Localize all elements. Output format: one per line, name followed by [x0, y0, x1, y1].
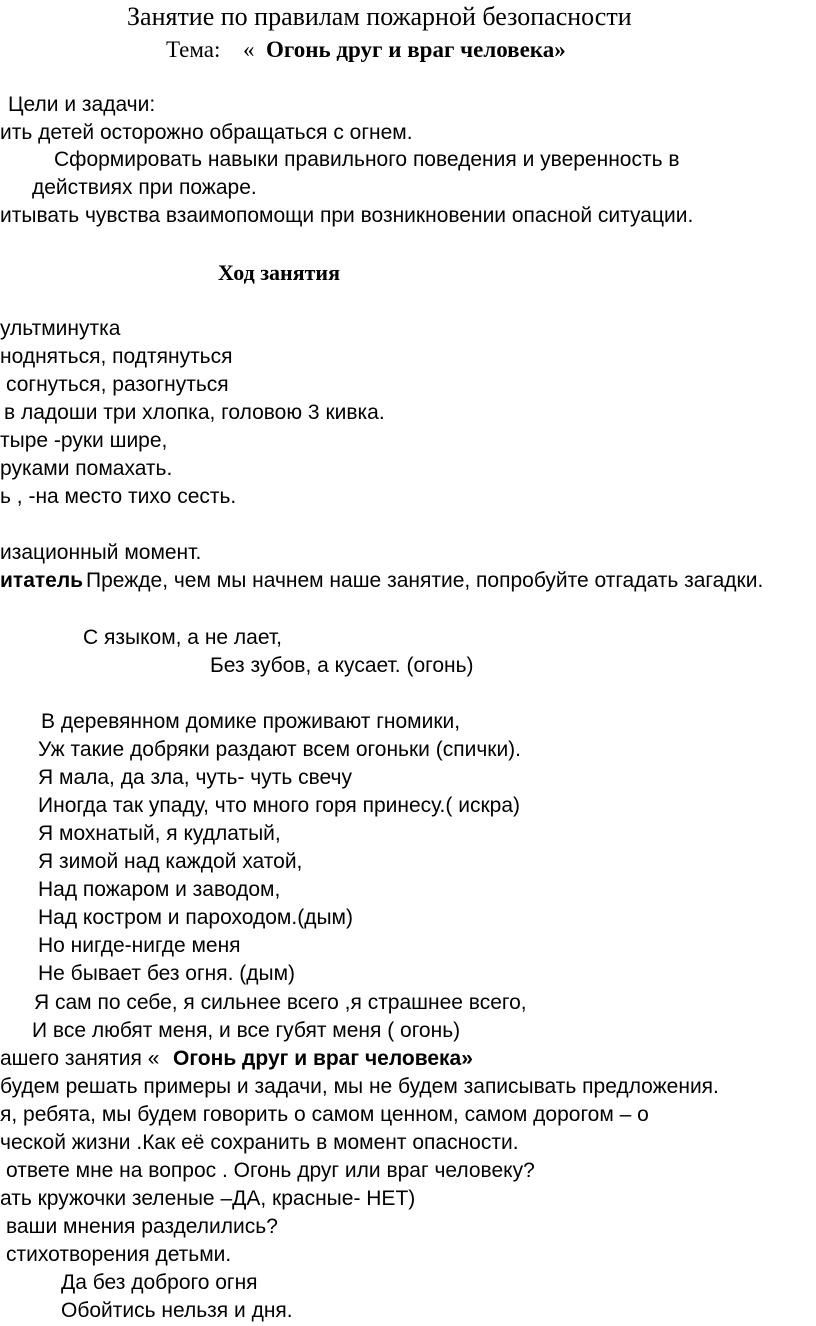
riddle-line: Я сам по себе, я сильнее всего ,я страшнее всего, — [34, 991, 527, 1014]
goal-item-2-line-2: действиях при пожаре. — [32, 176, 257, 199]
riddle-line: Я мала, да зла, чуть- чуть свечу — [38, 766, 352, 789]
riddle-line: Иногда так упаду, что много горя принесу.( искра) — [38, 794, 520, 817]
goals-heading: Цели и задачи: — [8, 93, 156, 116]
closing-line: ческой жизни .Как её сохранить в момент опасности. — [0, 1131, 519, 1154]
warmup-line: нодняться, подтянуться — [0, 345, 233, 368]
closing-line: стихотворения детьми. — [6, 1243, 232, 1266]
goal-item-2-line-1: Сформировать навыки правильного поведения и уверенность в — [54, 148, 680, 171]
poem-line: Да без доброго огня — [61, 1271, 258, 1294]
riddle-line: Над пожаром и заводом, — [38, 878, 281, 901]
topic-title: Огонь друг и враг человека» — [173, 1047, 473, 1070]
warmup-line: ь , -на место тихо сесть. — [0, 485, 237, 508]
riddle-line: Над костром и пароходом.(дым) — [38, 906, 353, 929]
riddle-line: Без зубов, а кусает. (огонь) — [210, 654, 474, 677]
closing-line: я, ребята, мы будем говорить о самом ценном, самом дорогом – о — [0, 1103, 649, 1126]
page-title: Занятие по правилам пожарной безопасности — [127, 2, 632, 31]
goal-item-3: итывать чувства взаимопомощи при возникновении опасной ситуации. — [0, 204, 694, 227]
theme-label: Тема: — [166, 37, 221, 62]
closing-line: ответе мне на вопрос . Огонь друг или враг человеку? — [6, 1159, 535, 1182]
riddle-line: Уж такие добряки раздают всем огоньки (спички). — [38, 738, 522, 761]
riddle-line: Не бывает без огня. (дым) — [38, 962, 296, 985]
goal-item-1: ить детей осторожно обращаться с огнем. — [0, 121, 413, 144]
riddle-line: В деревянном домике проживают гномики, — [41, 710, 461, 733]
teacher-label: итатель — [0, 569, 84, 592]
lesson-heading: Ход занятия — [218, 260, 341, 285]
warmup-line: тыре -руки шире, — [0, 429, 168, 452]
topic-prefix: ашего занятия « — [0, 1047, 160, 1070]
closing-line: будем решать примеры и задачи, мы не будем записывать предложения. — [0, 1075, 719, 1098]
poem-line: Обойтись нельзя и дня. — [61, 1299, 293, 1322]
theme-value: Огонь друг и враг человека» — [266, 37, 566, 62]
closing-line: ваши мнения разделились? — [6, 1215, 278, 1238]
riddle-line: Я мохнатый, я кудлатый, — [38, 822, 281, 845]
teacher-text: Прежде, чем мы начнем наше занятие, попробуйте отгадать загадки. — [86, 569, 764, 592]
warmup-line: в ладоши три хлопка, головою 3 кивка. — [4, 401, 385, 424]
theme-open-quote: « — [243, 37, 255, 62]
closing-line: ать кружочки зеленые –ДА, красные- НЕТ) — [0, 1187, 416, 1210]
riddle-line: Я зимой над каждой хатой, — [38, 850, 303, 873]
warmup-line: согнуться, разогнуться — [6, 373, 229, 396]
riddle-line: С языком, а не лает, — [83, 626, 282, 649]
warmup-line: ультминутка — [0, 317, 121, 340]
warmup-line: руками помахать. — [0, 457, 173, 480]
org-moment: изационный момент. — [0, 541, 202, 564]
riddle-line: Но нигде-нигде меня — [38, 934, 241, 957]
riddle-line: И все любят меня, и все губят меня ( огонь) — [32, 1019, 461, 1042]
